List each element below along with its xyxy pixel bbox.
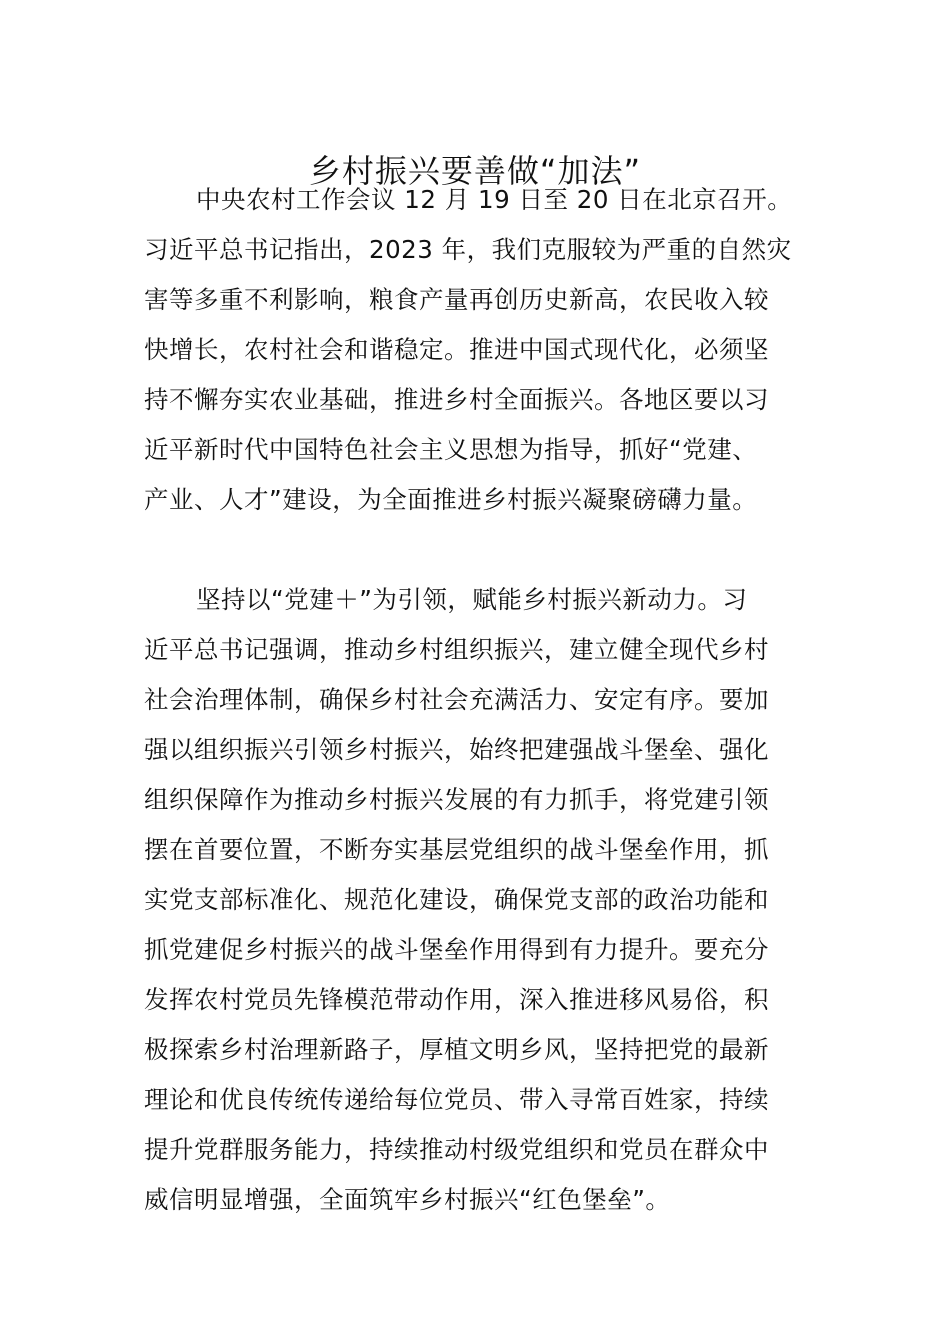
paragraph-line: 发挥农村党员先锋模范带动作用，深入推进移风易俗，积: [144, 985, 769, 1014]
paragraph-line: 产业、人才”建设，为全面推进乡村振兴凝聚磅礴力量。: [144, 485, 758, 514]
paragraph-line: 坚持以“党建＋”为引领，赋能乡村振兴新动力。习: [196, 585, 748, 614]
paragraph-line: 提升党群服务能力，持续推动村级党组织和党员在群众中: [144, 1135, 769, 1164]
paragraph-line: 摆在首要位置，不断夯实基层党组织的战斗堡垒作用，抓: [144, 835, 769, 864]
paragraph-line: 中央农村工作会议 12 月 19 日至 20 日在北京召开。: [196, 185, 793, 214]
paragraph-line: 抓党建促乡村振兴的战斗堡垒作用得到有力提升。要充分: [144, 935, 769, 964]
paragraph-line: 习近平总书记指出，2023 年，我们克服较为严重的自然灾: [144, 235, 792, 264]
paragraph-line: 实党支部标准化、规范化建设，确保党支部的政治功能和: [144, 885, 769, 914]
paragraph-line: 近平新时代中国特色社会主义思想为指导，抓好“党建、: [144, 435, 758, 464]
paragraph-line: 威信明显增强，全面筑牢乡村振兴“红色堡垒”。: [144, 1185, 671, 1214]
paragraph-line: 社会治理体制，确保乡村社会充满活力、安定有序。要加: [144, 685, 769, 714]
paragraph-line: 害等多重不利影响，粮食产量再创历史新高，农民收入较: [144, 285, 769, 314]
paragraph-line: 强以组织振兴引领乡村振兴，始终把建强战斗堡垒、强化: [144, 735, 769, 764]
paragraph-line: 快增长，农村社会和谐稳定。推进中国式现代化，必须坚: [144, 335, 769, 364]
paragraph-line: 组织保障作为推动乡村振兴发展的有力抓手，将党建引领: [144, 785, 769, 814]
paragraph-1: [144, 175, 810, 525]
paragraph-line: 持不懈夯实农业基础，推进乡村全面振兴。各地区要以习: [144, 385, 769, 414]
document-title: 乡村振兴要善做“加法”: [308, 152, 642, 191]
paragraph-line: 近平总书记强调，推动乡村组织振兴，建立健全现代乡村: [144, 635, 769, 664]
paragraph-line: 理论和优良传统传递给每位党员、带入寻常百姓家，持续: [144, 1085, 769, 1114]
paragraph-2: [144, 575, 810, 1225]
paragraph-line: 极探索乡村治理新路子，厚植文明乡风，坚持把党的最新: [144, 1035, 769, 1064]
